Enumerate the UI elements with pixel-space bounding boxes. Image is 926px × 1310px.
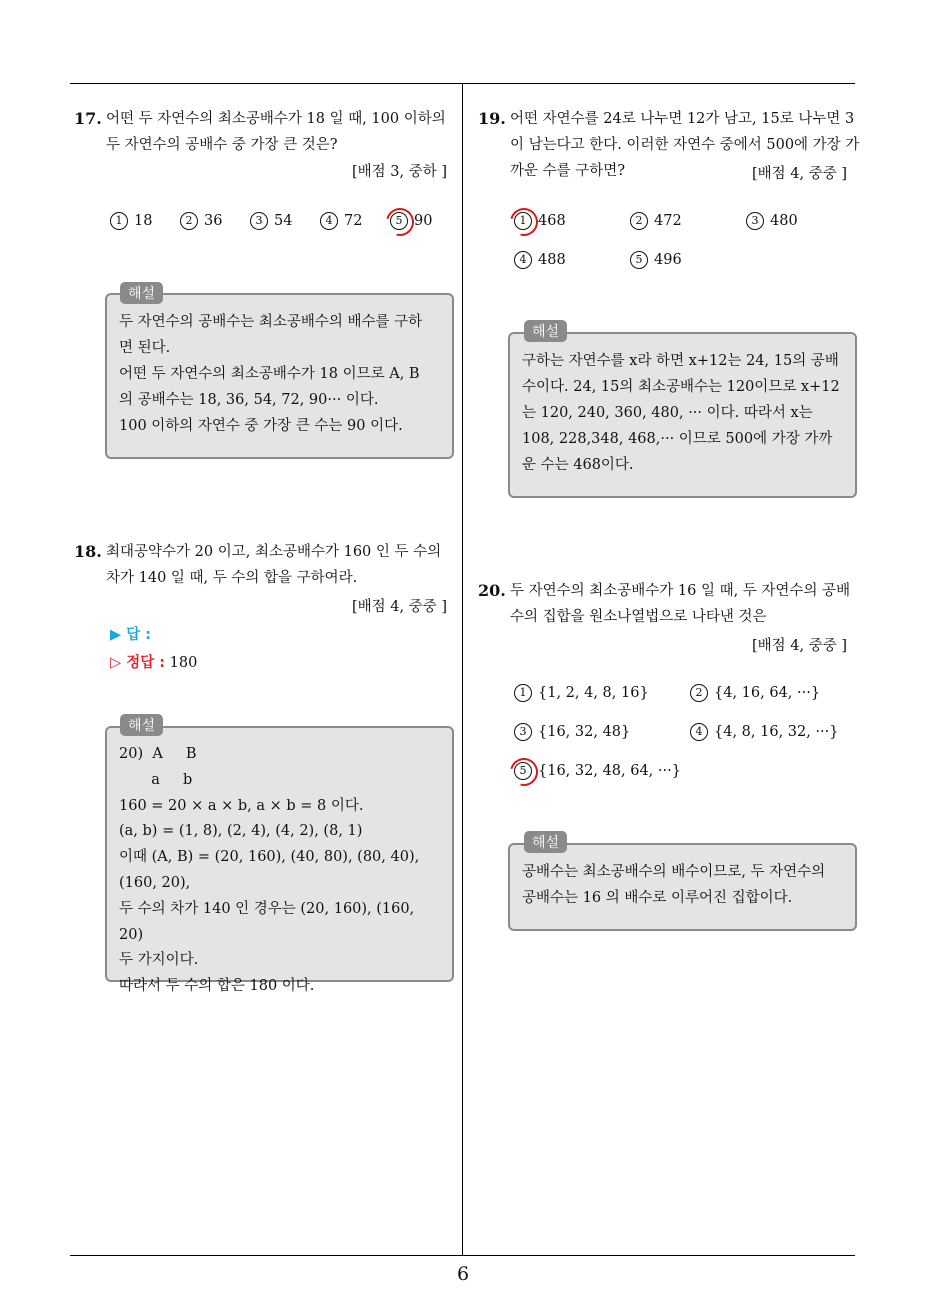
explanation-line: 구하는 자연수를 x라 하면 x+12는 24, 15의 공배	[522, 353, 839, 369]
option-mark: 3	[746, 212, 764, 230]
explanation-line: 어떤 두 자연수의 최소공배수가 18 이므로 A, B	[119, 366, 420, 382]
explanation-line: 따라서 두 수의 합은 180 이다.	[119, 978, 315, 995]
correct-answer	[110, 651, 197, 672]
correct-answer-ring	[505, 753, 543, 791]
answer-input-label[interactable]: ▶ 답 :	[110, 627, 152, 643]
option-mark: 3	[250, 212, 268, 230]
explanation-line: (160, 20),	[119, 874, 191, 891]
explanation-line: 두 가지이다.	[119, 952, 199, 969]
option-value: 72	[344, 213, 363, 229]
option-1[interactable]	[514, 212, 566, 230]
page-number: 6	[456, 1263, 470, 1285]
question-meta: [배점 4, 중중 ]	[752, 638, 848, 654]
option-value: 90	[414, 213, 433, 229]
explanation-tag: 해설	[120, 714, 163, 736]
option-mark: 1	[514, 212, 532, 230]
option-value: 18	[134, 213, 153, 229]
question-text: 최대공약수가 20 이고, 최소공배수가 160 인 두 수의 차가 140 일 때, 두 수의 합을 구하여라.	[106, 544, 442, 586]
option-2[interactable]	[630, 212, 682, 230]
option-mark: 4	[514, 251, 532, 269]
option-value: {4, 8, 16, 32, ···}	[714, 724, 839, 740]
option-mark: 1	[514, 684, 532, 702]
question-meta: [배점 4, 중중 ]	[752, 166, 848, 182]
option-mark: 5	[630, 251, 648, 269]
explanation-box	[105, 726, 454, 995]
explanation-line: 는 120, 240, 360, 480, ··· 이다. 따라서 x는	[522, 405, 813, 421]
option-value: {1, 2, 4, 8, 16}	[538, 685, 649, 701]
option-value: 496	[654, 252, 682, 268]
option-5[interactable]	[514, 762, 681, 780]
column-divider	[462, 84, 463, 1256]
explanation-box	[508, 332, 857, 498]
option-5[interactable]	[630, 251, 682, 269]
explanation-line: (a, b) = (1, 8), (2, 4), (4, 2), (8, 1)	[119, 823, 363, 840]
explanation-line: 운 수는 468이다.	[522, 457, 634, 473]
option-4[interactable]	[320, 212, 362, 230]
option-1[interactable]	[514, 684, 649, 702]
explanation-tag: 해설	[524, 831, 567, 853]
option-1[interactable]	[110, 212, 152, 230]
question-text: 어떤 두 자연수의 최소공배수가 18 일 때, 100 이하의 두 자연수의 공배수 중 가장 큰 것은?	[106, 111, 446, 153]
question-meta: [배점 3, 중하 ]	[352, 164, 448, 180]
option-4[interactable]	[690, 723, 839, 741]
option-mark: 4	[690, 723, 708, 741]
explanation-line: 면 된다.	[119, 340, 171, 356]
option-mark: 5	[514, 762, 532, 780]
option-mark: 2	[690, 684, 708, 702]
explanation-box	[105, 293, 454, 459]
question-number: 20.	[478, 581, 506, 600]
explanation-line: 100 이하의 자연수 중 가장 큰 수는 90 이다.	[119, 418, 403, 434]
option-value: 468	[538, 213, 566, 229]
question-text: 어떤 자연수를 24로 나누면 12가 남고, 15로 나누면 3이 남는다고 한다. 이러한 자연수 중에서 500에 가장 가까운 수를 구하면?	[510, 111, 860, 179]
option-3[interactable]	[746, 212, 798, 230]
explanation-line: 공배수는 최소공배수의 배수이므로, 두 자연수의	[522, 864, 826, 880]
explanation-line: 두 수의 차가 140 인 경우는 (20, 160), (160, 20)	[119, 900, 415, 943]
option-value: 472	[654, 213, 682, 229]
option-mark: 4	[320, 212, 338, 230]
question-text: 두 자연수의 최소공배수가 16 일 때, 두 자연수의 공배수의 집합을 원소나열법으로 나타낸 것은	[510, 583, 851, 625]
option-mark: 1	[110, 212, 128, 230]
explanation-line: 20) A B	[119, 746, 197, 762]
explanation-box	[508, 843, 857, 931]
correct-answer-ring	[505, 203, 543, 241]
explanation-line: 의 공배수는 18, 36, 54, 72, 90··· 이다.	[119, 392, 379, 408]
option-2[interactable]	[180, 212, 222, 230]
option-value: 480	[770, 213, 798, 229]
option-3[interactable]	[250, 212, 292, 230]
explanation-line: 108, 228,348, 468,··· 이므로 500에 가장 가까	[522, 431, 833, 447]
explanation-line: 수이다. 24, 15의 최소공배수는 120이므로 x+12	[522, 379, 840, 395]
question-meta: [배점 4, 중중 ]	[352, 599, 448, 615]
option-mark: 3	[514, 723, 532, 741]
question-number: 19.	[478, 109, 506, 128]
question-number: 18.	[74, 542, 102, 561]
option-4[interactable]	[514, 251, 566, 269]
option-value: {4, 16, 64, ···}	[714, 685, 821, 701]
option-value: {16, 32, 48, 64, ···}	[538, 763, 681, 779]
question-17	[74, 106, 458, 158]
explanation-line: 이때 (A, B) = (20, 160), (40, 80), (80, 40),	[119, 849, 420, 866]
explanation-tag: 해설	[524, 320, 567, 342]
explanation-line: 공배수는 16 의 배수로 이루어진 집합이다.	[522, 890, 793, 906]
explanation-line: 160 = 20 × a × b, a × b = 8 이다.	[119, 797, 364, 814]
explanation-line: 두 자연수의 공배수는 최소공배수의 배수를 구하	[119, 314, 423, 330]
correct-value: 180	[169, 655, 198, 671]
option-value: 488	[538, 252, 566, 268]
option-2[interactable]	[690, 684, 820, 702]
option-mark: 2	[180, 212, 198, 230]
option-mark: 2	[630, 212, 648, 230]
option-mark: 5	[390, 212, 408, 230]
option-value: {16, 32, 48}	[538, 724, 631, 740]
option-5[interactable]	[390, 212, 432, 230]
option-value: 36	[204, 213, 223, 229]
explanation-tag: 해설	[120, 282, 163, 304]
question-number: 17.	[74, 109, 102, 128]
explanation-line: a b	[119, 771, 193, 788]
correct-label: ▷ 정답 :	[110, 655, 166, 671]
option-3[interactable]	[514, 723, 630, 741]
correct-answer-ring	[381, 203, 419, 241]
option-value: 54	[274, 213, 293, 229]
question-20	[478, 578, 862, 630]
question-18	[74, 539, 458, 591]
